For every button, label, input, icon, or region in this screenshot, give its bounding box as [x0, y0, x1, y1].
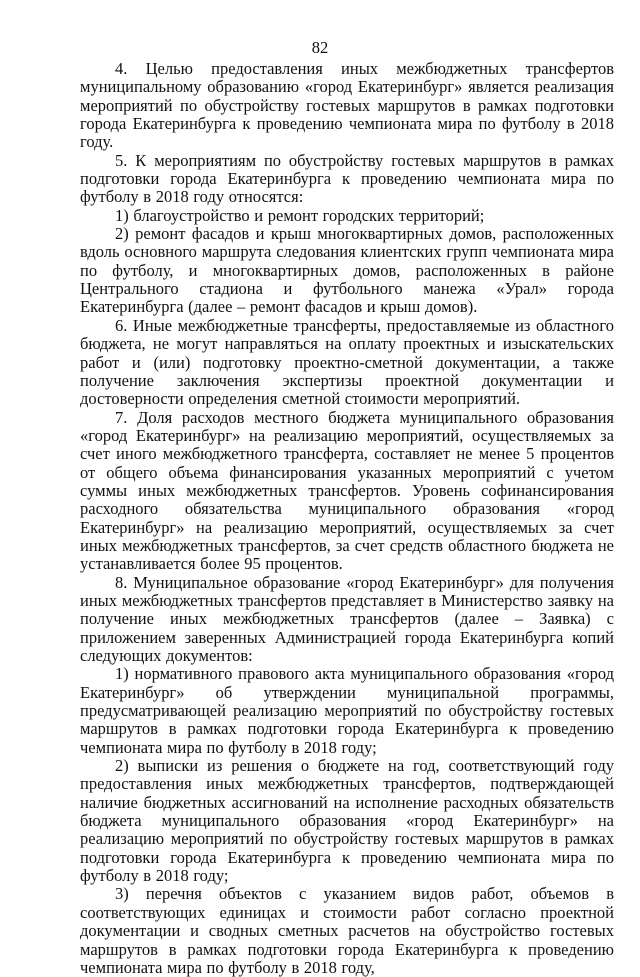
- document-body: [80, 60, 614, 977]
- page-number: 82: [311, 38, 329, 57]
- list-item-5-1: 1) благоустройство и ремонт городских территорий;: [115, 205, 485, 225]
- paragraph-8-application: 8. Муниципальное образование «город Екатеринбург» для получения иных межбюджетных трансфертов представляет в Министерство заявку на получение иных межбюджетных трансфертов (далее – Заявка) с приложением заверенных Администрацией города Екатеринбурга копий следующих документов:: [80, 572, 614, 665]
- paragraph-4-goal: 4. Целью предоставления иных межбюджетных трансфертов муниципальному образованию «город Екатеринбург» является реализация мероприятий по обустройству гостевых маршрутов в рамках подготовки города Екатеринбурга к проведению чемпионата мира по футболу в 2018 году.: [80, 59, 614, 152]
- list-item-8-2: 2) выписки из решения о бюджете на год, соответствующий году предоставления иных межбюджетных трансфертов, подтверждающей наличие бюджетных ассигнований на исполнение расходных обязательств бюджета муниципального образования «город Екатеринбург» на реализацию мероприятий по обустройству гостевых маршрутов в рамках подготовки города Екатеринбурга к проведению чемпионата мира по футболу в 2018 году;: [80, 756, 614, 886]
- paragraph-6-restrictions: 6. Иные межбюджетные трансферты, предоставляемые из областного бюджета, не могут направляться на оплату проектных и изыскательских работ и (или) подготовку проектно-сметной документации, а также получение заключения экспертизы проектной документации и достоверности определения сметной стоимости мероприятий.: [80, 315, 614, 409]
- list-item-8-1: 1) нормативного правового акта муниципального образования «город Екатеринбург» об утверждении муниципальной программы, предусматривающей реализацию мероприятий по обустройству гостевых маршрутов в рамках подготовки города Екатеринбурга к проведению чемпионата мира по футболу в 2018 году;: [80, 664, 614, 757]
- paragraph-5-measures-intro: 5. К мероприятиям по обустройству гостевых маршрутов в рамках подготовки города Екатеринбурга к проведению чемпионата мира по футболу в 2018 году относятся:: [80, 150, 614, 207]
- paragraph-7-cofinancing: 7. Доля расходов местного бюджета муниципального образования «город Екатеринбург» на реализацию мероприятий, осуществляемых за счет иного межбюджетного трансферта, составляет не менее 5 процентов от общего объема финансирования указанных мероприятий с учетом суммы иных межбюджетных трансфертов. Уровень софинансирования расходного обязательства муниципального образования «город Екатеринбург» на реализацию мероприятий, осуществляемых за счет иных межбюджетных трансфертов, за счет средств областного бюджета не устанавливается более 95 процентов.: [80, 407, 614, 574]
- list-item-8-3: 3) перечня объектов с указанием видов работ, объемов в соответствующих единицах и стоимости работ согласно проектной документации и сводных сметных расчетов на обустройство гостевых маршрутов в рамках подготовки города Екатеринбурга к проведению чемпионата мира по футболу в 2018 году,: [80, 884, 614, 977]
- list-item-5-2: 2) ремонт фасадов и крыш многоквартирных домов, расположенных вдоль основного маршрута следования клиентских групп чемпионата мира по футболу, и многоквартирных домов, расположенных в районе Центрального стадиона и футбольного манежа «Урал» города Екатеринбурга (далее – ремонт фасадов и крыш домов).: [80, 224, 614, 317]
